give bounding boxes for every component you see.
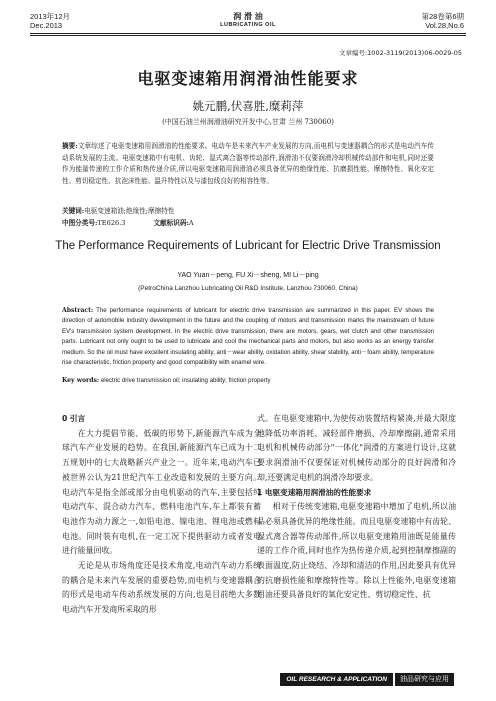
affiliation-zh: (中国石油兰州润滑油研究开发中心,甘肃 兰州 730060) <box>162 118 334 126</box>
paragraph: 相对于传统变速箱,电驱变速箱中增加了电机,所以油品必须具备优异的绝缘性能。而且电驱变速箱中有齿轮、湿式离合器等传动部件,所以电驱变速箱用油既是能量传递的工作介质,同时也作为热传递介质,起到控制摩擦副的表面温度,防止烧结、冷却和清洁的作用,因此要具有优异的抗磨损性能和摩擦特性等。除以上性能外,电驱变速箱用油还要具备良好的氧化安定性、剪切稳定性、抗 <box>257 502 456 600</box>
keywords-en <box>62 376 434 386</box>
authors-en: YAO Yuan－peng, FU Xi－sheng, MI Li－ping <box>177 272 319 279</box>
volume-en: Vol.28,No.6 <box>425 21 464 30</box>
journal-name-zh: 润 滑 油 <box>233 11 263 21</box>
title-zh: 电驱变速箱用润滑油性能要求 <box>137 69 359 88</box>
issue-date-en: Dec.2013 <box>30 21 63 30</box>
keywords-en-label: Key words: <box>62 377 100 384</box>
doc-code-label: 文献标识码: <box>153 219 189 227</box>
header-rule-bottom <box>30 35 466 36</box>
footer-label-en: OIL RESEARCH & APPLICATION <box>280 673 393 686</box>
journal-name-en: LUBRICATING OIL <box>220 22 276 28</box>
affiliation-en: (PetroChina Lanzhou Lubricating Oil R&D Institute, Lanzhou 730060, China) <box>138 285 358 292</box>
keywords-zh-label: 关键词: <box>62 207 85 215</box>
volume-zh: 第28卷第6期 <box>421 12 464 21</box>
paragraph-continued: 式。在电驱变速箱中,为使传动装置结构紧凑,并最大限度地降低功率消耗、减轻部件磨损、冷却摩擦副,通常采用电机和机械传动部分"一体化"润滑的方案进行设计,这就要求润滑油不仅要保证对机械传动部分的良好润滑和冷却,还要满足电机的润滑冷却要求。 <box>257 414 456 482</box>
footer-banner <box>280 673 454 686</box>
body-column-left <box>62 412 261 618</box>
abstract-en <box>62 306 434 368</box>
doc-code: A <box>188 219 194 227</box>
issue-date-zh: 2013年12月 <box>30 12 71 21</box>
abstract-zh-label: 摘要: <box>62 142 78 150</box>
section-heading-requirements: 1 电驱变速箱用润滑油的性能要求 <box>257 487 372 497</box>
abstract-en-label: Abstract: <box>62 307 94 314</box>
page-header <box>0 0 496 40</box>
section-heading-introduction: 0 引言 <box>62 414 86 423</box>
clc-number: TE626.3 <box>97 219 126 227</box>
classification <box>62 218 194 229</box>
footer-label-zh: 油品研究与应用 <box>393 673 454 686</box>
body-column-right <box>257 412 456 603</box>
keywords-zh-text: 电驱变速箱油;绝缘性;摩擦特性 <box>84 207 175 215</box>
title-en: The Performance Requirements of Lubricant for Electric Drive Transmission <box>55 240 441 252</box>
keywords-en-text: electric drive transmission oil; insulating ability; friction property <box>99 377 271 384</box>
abstract-en-text: The performance requirements of lubricant for electric drive transmission are summarized in this paper. EV shows the direction of automobile industry development in the future and the coupling of motors and transmission marks the mainstream of future EV's transmission system development. In the electric drive transmission, there are motors, gears, wet clutch and other transmission parts. Lubricant not only ought to be used to lubricate and cool the mechanical parts and motors, but also works as an energy transfer medium. So the oil must have excellent insulating ability, anti－wear ability, oxidation ability, shear stability, anti－foam ability, temperature rise characteristic, friction property and good compatibility with enamel wire. <box>62 307 434 367</box>
article-number: 文章编号:1002-3119(2013)06-0029-05 <box>338 49 462 57</box>
keywords-zh <box>62 206 434 217</box>
volume-info <box>421 12 464 30</box>
header-rule-top <box>30 33 466 34</box>
paragraph: 无论是从市场角度还是技术角度,电动汽车动力系统的耦合是未来汽车发展的重要趋势,而电机与变速器耦合的形式是电动车传动系统发展的方向,也是目前绝大多数电动汽车开发商所采取的形 <box>62 561 261 615</box>
authors-zh: 姚元鹏,伏喜胜,糜莉萍 <box>192 99 304 113</box>
abstract-zh <box>62 141 434 187</box>
abstract-zh-text: 文章综述了电驱变速箱用润滑油的性能要求。电动车是未来汽车产业发展的方向,而电机与变速器耦合的形式是电动汽车传动系统发展的主流。电驱变速箱中有电机、齿轮、湿式离合器等传动部件,润滑油不仅要润滑冷却机械传动部件和电机,同时还要作为能量传递的工作介质和热传递介质,所以电驱变速箱用润滑油必须具备优异的绝缘性能、抗磨损性能、摩擦特性、氧化安定性、剪切稳定性、抗泡沫性能、温升特性以及与漆包线良好的相容性等。 <box>62 142 434 185</box>
paragraph: 在大力提倡节能、低碳的形势下,新能源汽车成为全球汽车产业发展的趋势。在我国,新能源汽车已成为十二五规划中的七大战略新兴产业之一。近年来,电动汽车已被世界公认为21世纪汽车工业改造和发展的主要方向。电动汽车是指全部或部分由电机驱动的汽车,主要包括纯电动汽车、混合动力汽车、燃料电池汽车,车上都装有蓄电池作为动力源之一,如铅电池、镍电池、锂电池或燃料电池。同时装有电机,在一定工况下提供驱动力或者发电进行能量回收。 <box>62 428 261 556</box>
clc-label: 中图分类号: <box>62 219 98 227</box>
